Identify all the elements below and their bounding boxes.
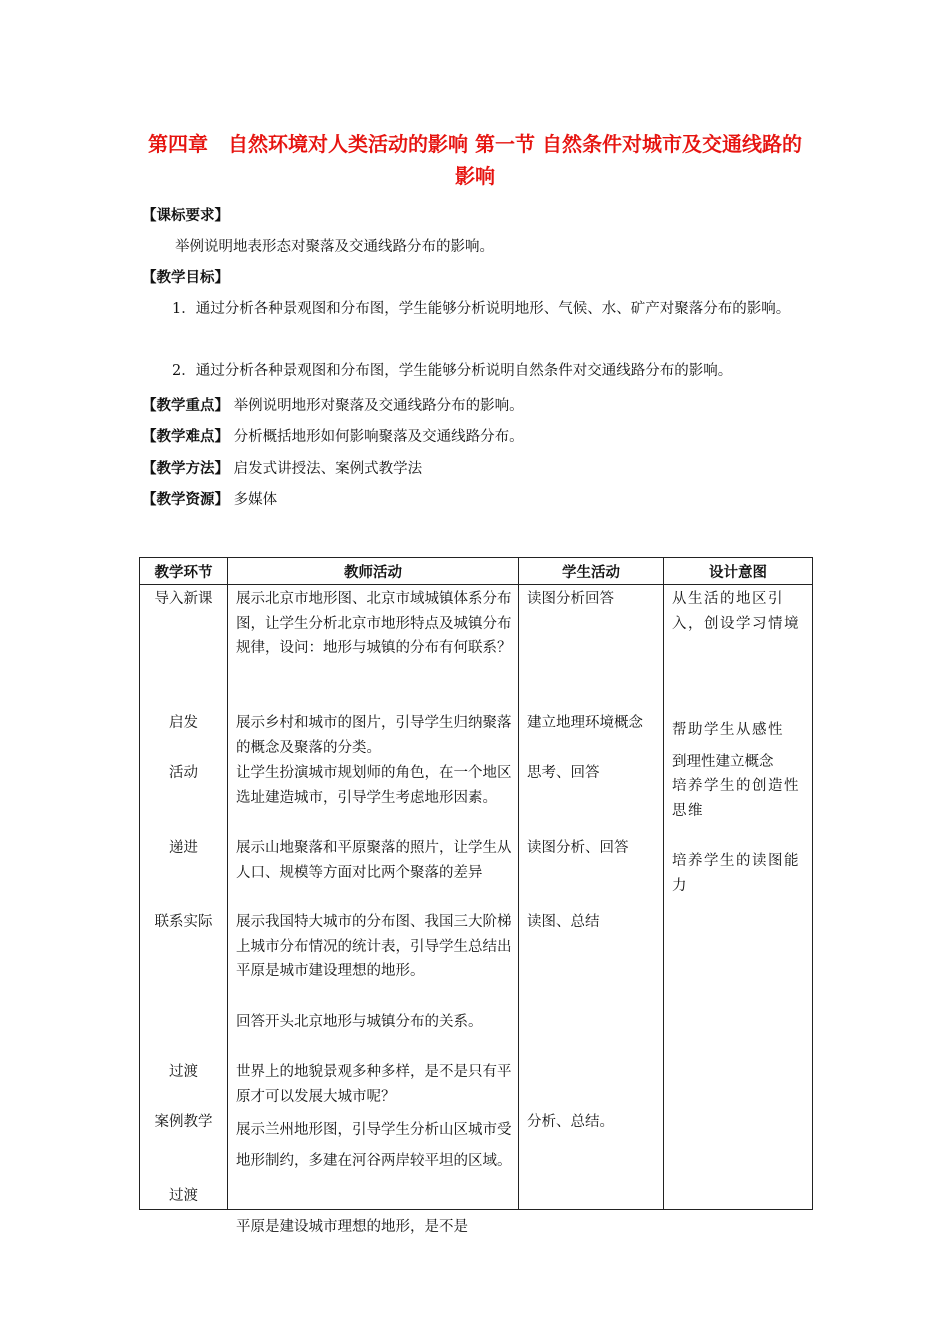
goal-item-2-text: 2．通过分析各种景观图和分布图，学生能够分析说明自然条件对交通线路分布的影响。 [172,363,733,379]
resources-text: 多媒体 [233,492,278,508]
document-title: 第四章 自然环境对人类活动的影响 第一节 自然条件对城市及交通线路的影响 [148,132,802,188]
stage-cell [140,585,228,1210]
stage-item: 联系实际 [154,914,213,930]
stage-item: 递进 [169,840,198,856]
curriculum-text: 举例说明地表形态对聚落及交通线路分布的影响。 [175,239,494,255]
stage-item: 启发 [169,715,198,731]
teacher-item: 展示我国特大城市的分布图、我国三大阶梯上城市分布情况的统计表，引导学生总结出平原是城市建设理想的地形。 [236,914,512,979]
design-item: 帮助学生从感性 [672,722,784,738]
teacher-item: 展示乡村和城市的图片，引导学生归纳聚落的概念及聚落的分类。 [236,715,512,756]
difficulty-label: 【教学难点】 [142,429,229,445]
teacher-cell [228,585,519,1235]
student-cell [519,585,664,1210]
student-item: 分析、总结。 [527,1114,614,1130]
table-header-row [140,558,813,585]
teacher-item: 平原是建设城市理想的地形，是不是 [236,1219,468,1235]
stage-item: 过渡 [169,1064,198,1080]
teacher-item: 回答开头北京地形与城镇分布的关系。 [236,1014,483,1030]
curriculum-label-text: 【课标要求】 [142,208,229,224]
header-teacher: 教师活动 [228,558,519,585]
key-point-row [142,396,524,416]
key-point-text: 举例说明地形对聚落及交通线路分布的影响。 [233,398,524,414]
student-item: 思考、回答 [527,765,600,781]
table-row [140,585,813,1210]
teacher-item: 世界上的地貌景观多种多样，是不是只有平原才可以发展大城市呢？ [236,1064,512,1105]
resources-label: 【教学资源】 [142,492,229,508]
difficulty-row [142,427,524,447]
stage-item: 导入新课 [154,591,213,607]
goals-label [142,268,229,288]
design-item: 到理性建立概念 [672,754,774,770]
design-item: 培养学生的读图能力 [672,853,800,894]
method-label: 【教学方法】 [142,461,229,477]
header-student: 学生活动 [519,558,664,585]
difficulty-text: 分析概括地形如何影响聚落及交通线路分布。 [233,429,524,445]
teacher-item: 展示山地聚落和平原聚落的照片，让学生从人口、规模等方面对比两个聚落的差异 [236,840,512,881]
design-item: 培养学生的创造性思维 [672,778,800,819]
method-text: 启发式讲授法、案例式教学法 [233,461,423,477]
header-stage: 教学环节 [140,558,228,585]
goal-item-1-text: 1．通过分析各种景观图和分布图，学生能够分析说明地形、气候、水、矿产对聚落分布的影响。 [172,301,791,317]
student-item: 读图、总结 [527,914,600,930]
key-point-label: 【教学重点】 [142,398,229,414]
design-item: 从生活的地区引入，创设学习情境 [672,591,800,632]
stage-item: 案例教学 [154,1114,213,1130]
stage-item: 过渡 [169,1188,198,1204]
design-cell [664,585,813,1210]
method-row [142,459,422,479]
resources-row [142,490,277,510]
student-item: 读图分析回答 [527,591,614,607]
goal-item-2 [142,356,812,387]
teacher-item: 让学生扮演城市规划师的角色，在一个地区选址建造城市，引导学生考虑地形因素。 [236,765,512,806]
header-design: 设计意图 [664,558,813,585]
student-item: 建立地理环境概念 [527,715,643,731]
teacher-item: 展示北京市地形图、北京市域城镇体系分布图，让学生分析北京市地形特点及城镇分布规律，设问：地形与城镇的分布有何联系？ [236,591,512,656]
stage-item: 活动 [169,765,198,781]
teacher-item: 展示兰州地形图，引导学生分析山区城市受地形制约，多建在河谷两岸较平坦的区域。 [236,1122,512,1169]
goals-label-text: 【教学目标】 [142,270,229,286]
lesson-plan-table [139,557,813,1235]
goal-item-1 [142,294,812,325]
curriculum-label [142,206,229,226]
student-item: 读图分析、回答 [527,840,629,856]
